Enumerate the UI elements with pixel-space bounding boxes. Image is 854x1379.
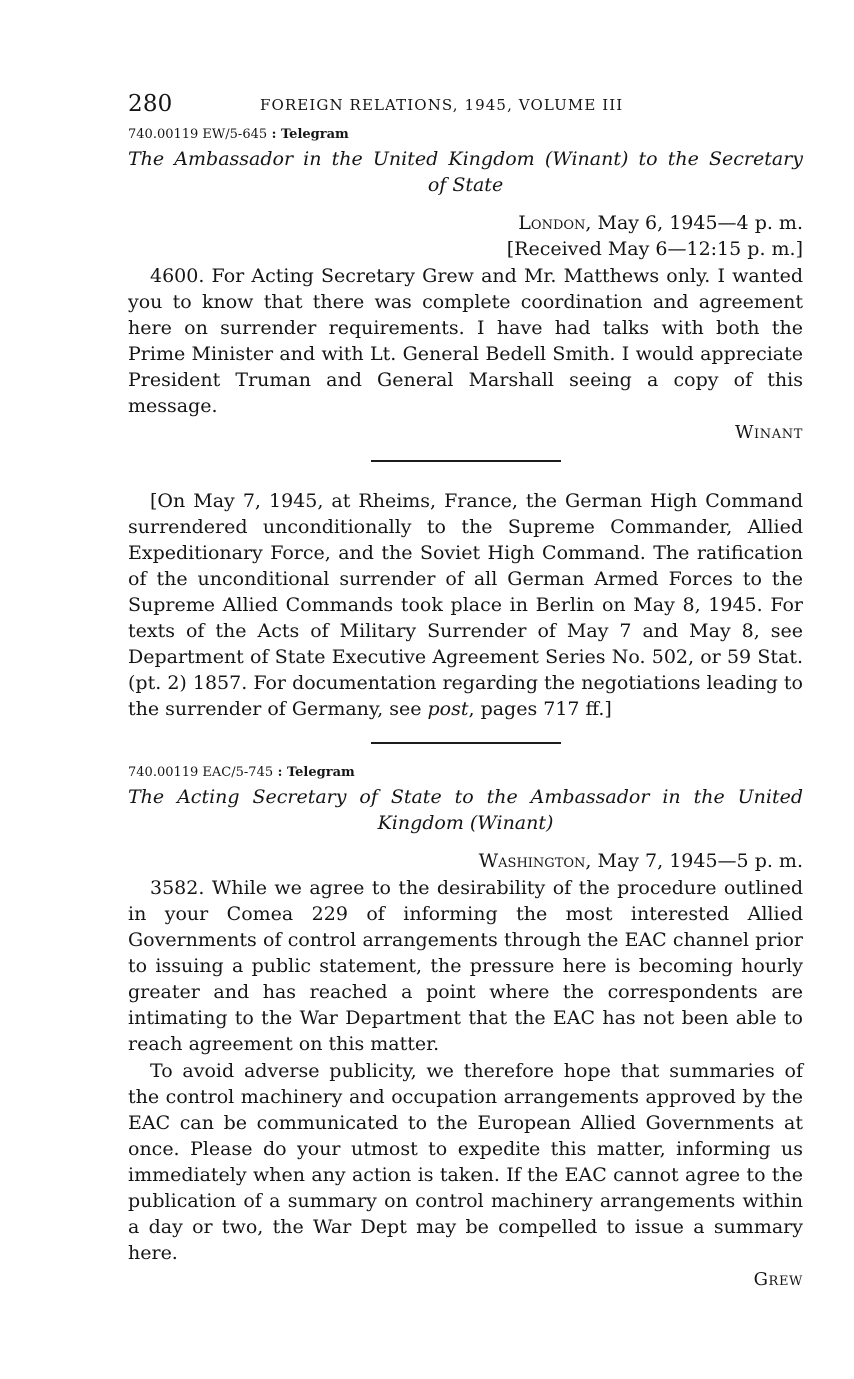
title-line-2: Kingdom (Winant) [377, 812, 554, 834]
document-2 [128, 764, 803, 1293]
editorial-note-text-end: , pages 717 ff.] [468, 698, 612, 720]
dateline-date: , May 6, 1945—4 p. m. [585, 212, 803, 234]
telegram-body [128, 875, 803, 1266]
file-ref-type: : Telegram [271, 127, 349, 142]
section-divider [371, 460, 561, 462]
page-number: 280 [128, 91, 173, 117]
title-line-1: The Acting Secretary of State to the Ambassador in the United [128, 786, 803, 808]
dateline-place: Washington [478, 850, 586, 872]
received-line: [Received May 6—12:15 p. m.] [506, 238, 803, 260]
title-line-2: of State [427, 174, 504, 196]
editorial-note-italic: post [427, 698, 469, 720]
signature: Grew [753, 1269, 803, 1290]
body-paragraph: 3582. While we agree to the desirability of the procedure outlined in your Comea 229 of informing the most interested Allied Governments of control arrangements through the EAC channel prior to issuing a public statement, the pressure here is becoming hourly greater and has reached a point where the correspondents are intimating to the War Department that the EAC has not been able to reach agreement on this matter. [128, 877, 803, 1055]
telegram-body [128, 263, 803, 419]
section-divider [371, 742, 561, 744]
signature: Winant [734, 422, 803, 443]
dateline-date: , May 7, 1945—5 p. m. [585, 850, 803, 872]
file-reference [128, 126, 803, 144]
dateline [128, 848, 803, 874]
file-reference [128, 764, 803, 782]
dateline [128, 210, 803, 236]
file-ref-number: 740.00119 EW/5-645 [128, 127, 268, 142]
body-paragraph: 4600. For Acting Secretary Grew and Mr. Matthews only. I wanted you to know that there was complete coordination and agreement here on surrender requirements. I have had talks with both the Prime Minister and with Lt. General Bedell Smith. I would appreciate President Truman and General Marshall seeing a copy of this message. [128, 265, 803, 417]
editorial-note [128, 488, 803, 722]
file-ref-number: 740.00119 EAC/5-745 [128, 765, 274, 780]
running-head [128, 88, 803, 120]
document-page [128, 88, 803, 1293]
document-title [128, 146, 803, 198]
file-ref-type: : Telegram [277, 765, 355, 780]
body-paragraph: To avoid adverse publicity, we therefore hope that summaries of the control machinery and occupation arrangements approved by the EAC can be communicated to the European Allied Governments at once. Please do your utmost to expedite this matter, informing us immediately when any action is taken. If the EAC cannot agree to the publication of a summary on control machinery arrangements within a day or two, the War Dept may be compelled to issue a summary here. [128, 1060, 803, 1264]
title-line-1: The Ambassador in the United Kingdom (Winant) to the Secretary [128, 148, 803, 170]
running-title: FOREIGN RELATIONS, 1945, VOLUME III [260, 96, 624, 114]
document-1 [128, 126, 803, 446]
dateline-place: London [518, 212, 586, 234]
document-title [128, 784, 803, 836]
editorial-note-text: [On May 7, 1945, at Rheims, France, the German High Command surrendered unconditionally to the Supreme Commander, Allied Expeditionary Force, and the Soviet High Command. The ratification of the unconditional surrender of all German Armed Forces to the Supreme Allied Commands took place in Berlin on May 8, 1945. For texts of the Acts of Military Surrender of May 7 and May 8, see Department of State Executive Agreement Series No. 502, or 59 Stat. (pt. 2) 1857. For documentation regarding the negotiations leading to the surrender of Germany, see [128, 490, 803, 720]
